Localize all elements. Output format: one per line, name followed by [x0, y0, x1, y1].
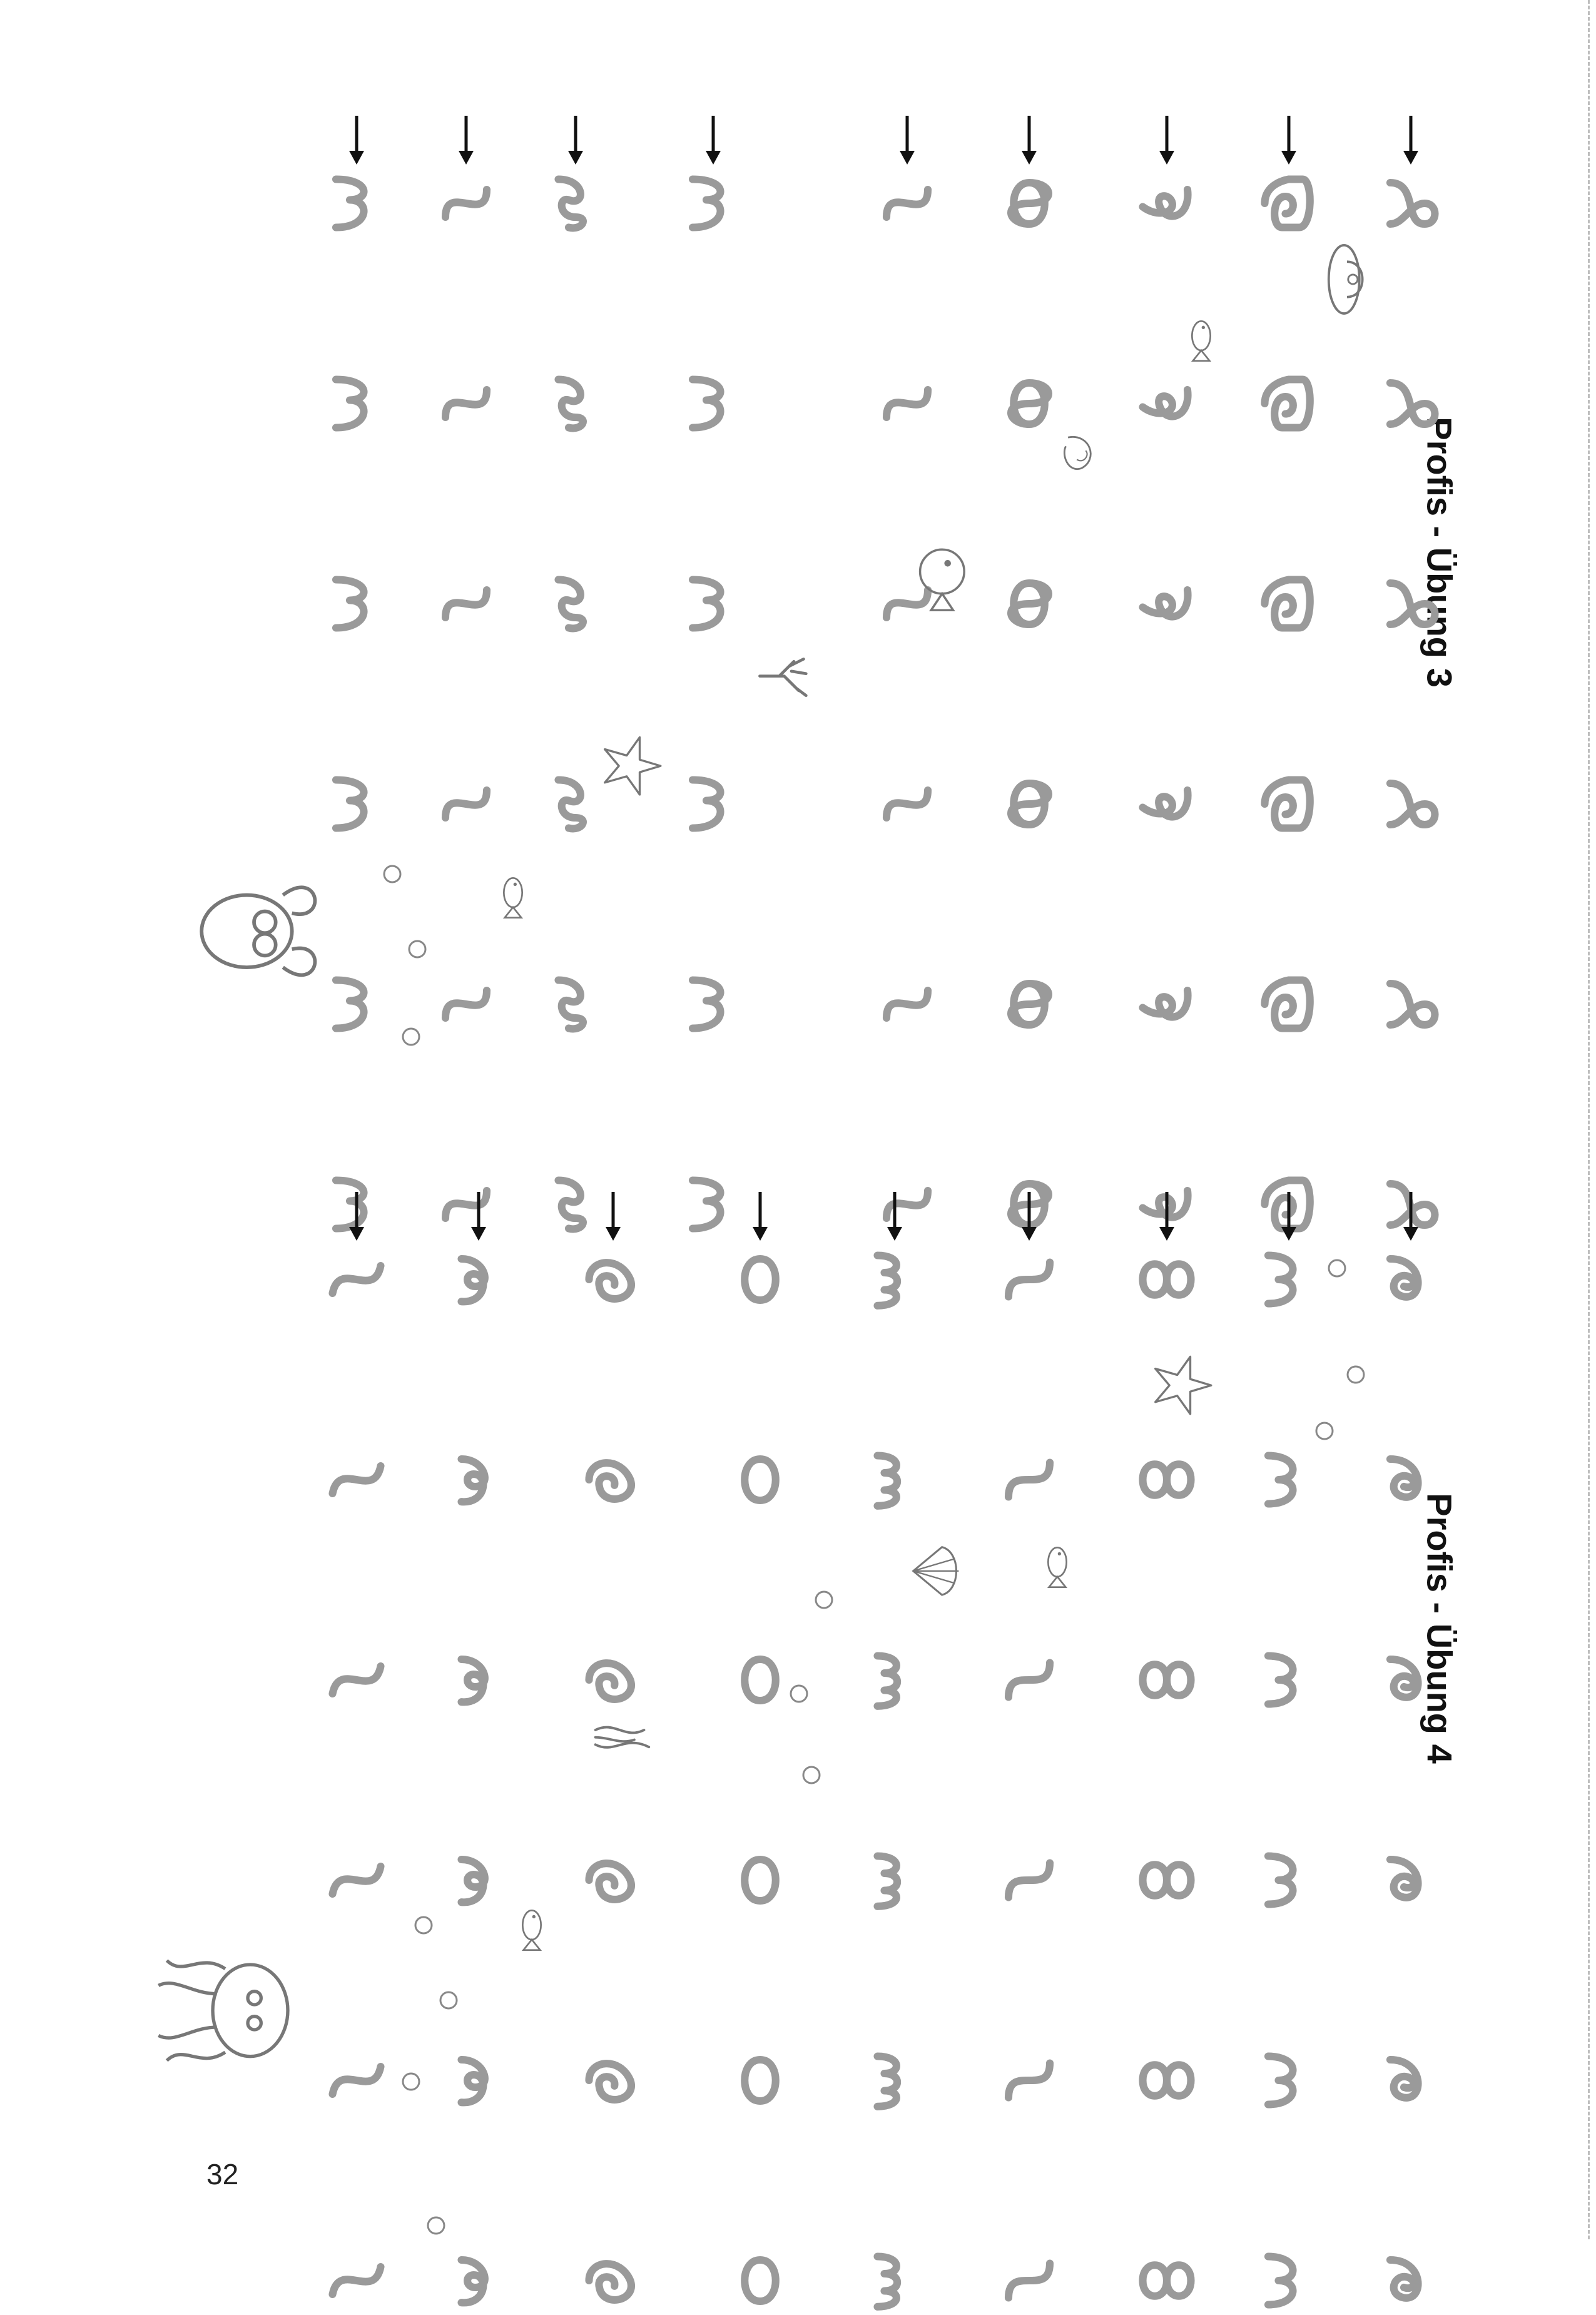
double-eight-icon [995, 169, 1064, 238]
s-curve-icon [432, 770, 501, 838]
s-curve-icon [432, 369, 501, 438]
hat-icon [1233, 244, 1420, 344]
double-hump-m-icon [322, 569, 391, 638]
wave-curl-icon [541, 1170, 610, 1239]
wave-curl-icon [541, 369, 610, 438]
mixed-s-curl-icon [322, 1245, 391, 1314]
mixed-loop-eight-icon [726, 1245, 795, 1314]
spiral-square-icon [1254, 970, 1323, 1039]
mixed-spiral-loop-icon [1376, 1445, 1445, 1514]
fish-icon [1001, 1539, 1076, 1614]
loop-s-icon [1376, 970, 1445, 1039]
mixed-spiral-loop-icon [1376, 1846, 1445, 1915]
loop-s-icon [1376, 569, 1445, 638]
mixed-spiral-wave-icon [579, 1846, 648, 1915]
mixed-s-curl-icon [322, 2046, 391, 2115]
mixed-s-spiral-icon [995, 1646, 1064, 1714]
bubble-icon [1314, 1420, 1335, 1442]
mixed-loop-eight-icon [726, 1846, 795, 1915]
wave-curl-icon [541, 569, 610, 638]
start-arrow-icon [454, 116, 479, 166]
mixed-wave-m-icon [860, 2246, 929, 2315]
lobster-icon [156, 845, 319, 1045]
fish-icon [475, 1902, 551, 1977]
start-arrow-icon [701, 116, 726, 166]
double-hump-m-icon [679, 369, 748, 438]
mixed-wave-m-icon [860, 2046, 929, 2115]
scallop-shell-icon [879, 1542, 967, 1624]
bubble-icon [400, 1026, 422, 1047]
start-arrow-icon [895, 116, 920, 166]
octopus-icon [150, 1933, 300, 2096]
s-curve-icon [432, 970, 501, 1039]
mixed-eight-s-icon [1132, 1445, 1201, 1514]
double-hump-m-icon [322, 970, 391, 1039]
mixed-curl-m-icon [1254, 2046, 1323, 2115]
s-curve-icon [432, 569, 501, 638]
start-arrow-icon [1017, 1192, 1042, 1242]
curl-hook-icon [1132, 569, 1201, 638]
start-arrow-icon [1398, 116, 1423, 166]
s-curve-icon [873, 770, 942, 838]
coral-icon [726, 644, 813, 732]
mixed-spiral-loop-icon [1376, 2046, 1445, 2115]
start-arrow-icon [1276, 1192, 1301, 1242]
start-arrow-icon [1154, 116, 1179, 166]
spiral-square-icon [1254, 569, 1323, 638]
mixed-spiral-loop-icon [1376, 1245, 1445, 1314]
mixed-curl-m-icon [1254, 1846, 1323, 1915]
mixed-s-curl-icon [322, 1445, 391, 1514]
spiral-square-icon [1254, 169, 1323, 238]
mixed-curl-loop-icon [444, 1445, 513, 1514]
mixed-loop-eight-icon [726, 1646, 795, 1714]
curl-hook-icon [1132, 970, 1201, 1039]
start-arrow-icon [1276, 116, 1301, 166]
mixed-eight-s-icon [1132, 2046, 1201, 2115]
double-hump-m-icon [679, 770, 748, 838]
mixed-spiral-wave-icon [579, 1646, 648, 1714]
double-hump-m-icon [322, 770, 391, 838]
mixed-spiral-wave-icon [579, 1445, 648, 1514]
bubble-icon [438, 1990, 459, 2011]
fish-icon [457, 870, 532, 945]
seaweed-icon [566, 1705, 654, 1799]
curl-hook-icon [1132, 169, 1201, 238]
mixed-wave-m-icon [860, 1245, 929, 1314]
mixed-s-spiral-icon [995, 1245, 1064, 1314]
wave-curl-icon [541, 970, 610, 1039]
starfish-icon [569, 732, 663, 826]
mixed-eight-s-icon [1132, 1646, 1201, 1714]
bubble-icon [813, 1589, 835, 1610]
wave-curl-icon [541, 169, 610, 238]
s-curve-icon [873, 169, 942, 238]
mixed-curl-m-icon [1254, 1445, 1323, 1514]
loop-s-icon [1376, 369, 1445, 438]
snail-shell-icon [1023, 429, 1104, 504]
bubble-icon [1326, 1258, 1348, 1279]
mixed-s-spiral-icon [995, 2246, 1064, 2315]
s-curve-icon [873, 970, 942, 1039]
mixed-s-spiral-icon [995, 1445, 1064, 1514]
mixed-curl-m-icon [1254, 1245, 1323, 1314]
mixed-curl-loop-icon [444, 2046, 513, 2115]
mixed-s-curl-icon [322, 1646, 391, 1714]
s-curve-icon [873, 369, 942, 438]
mixed-spiral-wave-icon [579, 2046, 648, 2115]
start-arrow-icon [1154, 1192, 1179, 1242]
loop-s-icon [1376, 770, 1445, 838]
double-eight-icon [995, 970, 1064, 1039]
start-arrow-icon [344, 116, 369, 166]
double-eight-icon [995, 369, 1064, 438]
mixed-spiral-wave-icon [579, 2246, 648, 2315]
mixed-curl-loop-icon [444, 2246, 513, 2315]
mixed-wave-m-icon [860, 1445, 929, 1514]
cut-line [1588, 0, 1590, 2239]
mixed-s-spiral-icon [995, 2046, 1064, 2115]
spiral-square-icon [1254, 369, 1323, 438]
loop-s-icon [1376, 169, 1445, 238]
mixed-curl-m-icon [1254, 2246, 1323, 2315]
double-hump-m-icon [679, 1170, 748, 1239]
curl-hook-icon [1132, 770, 1201, 838]
mixed-wave-m-icon [860, 1846, 929, 1915]
mixed-wave-m-icon [860, 1646, 929, 1714]
mixed-s-spiral-icon [995, 1846, 1064, 1915]
mixed-loop-eight-icon [726, 1445, 795, 1514]
section-title-uebung-3: Profis - Übung 3 [1420, 417, 1460, 688]
starfish-icon [1120, 1351, 1214, 1445]
bubble-icon [788, 1683, 810, 1704]
double-eight-icon [995, 569, 1064, 638]
page-number: 32 [206, 2158, 239, 2190]
double-hump-m-icon [322, 369, 391, 438]
mixed-curl-loop-icon [444, 1646, 513, 1714]
bubble-icon [425, 2215, 447, 2236]
double-hump-m-icon [322, 169, 391, 238]
start-arrow-icon [1017, 116, 1042, 166]
mixed-eight-s-icon [1132, 1846, 1201, 1915]
start-arrow-icon [563, 116, 588, 166]
start-arrow-icon [1398, 1192, 1423, 1242]
mixed-s-curl-icon [322, 1846, 391, 1915]
mixed-curl-m-icon [1254, 1646, 1323, 1714]
mixed-spiral-wave-icon [579, 1245, 648, 1314]
double-eight-icon [995, 770, 1064, 838]
start-arrow-icon [344, 1192, 369, 1242]
mixed-eight-s-icon [1132, 2246, 1201, 2315]
bubble-icon [801, 1764, 822, 1786]
section-title-uebung-4: Profis - Übung 4 [1420, 1493, 1460, 1764]
mixed-spiral-loop-icon [1376, 2246, 1445, 2315]
bubble-icon [382, 863, 403, 885]
fish-icon [1145, 313, 1220, 388]
mixed-s-curl-icon [322, 2246, 391, 2315]
start-arrow-icon [601, 1192, 626, 1242]
bubble-icon [400, 2071, 422, 2092]
spiral-square-icon [1254, 770, 1323, 838]
mixed-eight-s-icon [1132, 1245, 1201, 1314]
start-arrow-icon [466, 1192, 491, 1242]
double-hump-m-icon [679, 970, 748, 1039]
mixed-loop-eight-icon [726, 2246, 795, 2315]
bubble-icon [413, 1915, 434, 1936]
start-arrow-icon [748, 1192, 773, 1242]
double-hump-m-icon [679, 569, 748, 638]
bubble-icon [407, 939, 428, 960]
start-arrow-icon [882, 1192, 907, 1242]
double-hump-m-icon [679, 169, 748, 238]
bubble-icon [1345, 1364, 1366, 1385]
mixed-curl-loop-icon [444, 1245, 513, 1314]
pufferfish-icon [860, 541, 985, 635]
s-curve-icon [432, 169, 501, 238]
mixed-loop-eight-icon [726, 2046, 795, 2115]
mixed-spiral-loop-icon [1376, 1646, 1445, 1714]
